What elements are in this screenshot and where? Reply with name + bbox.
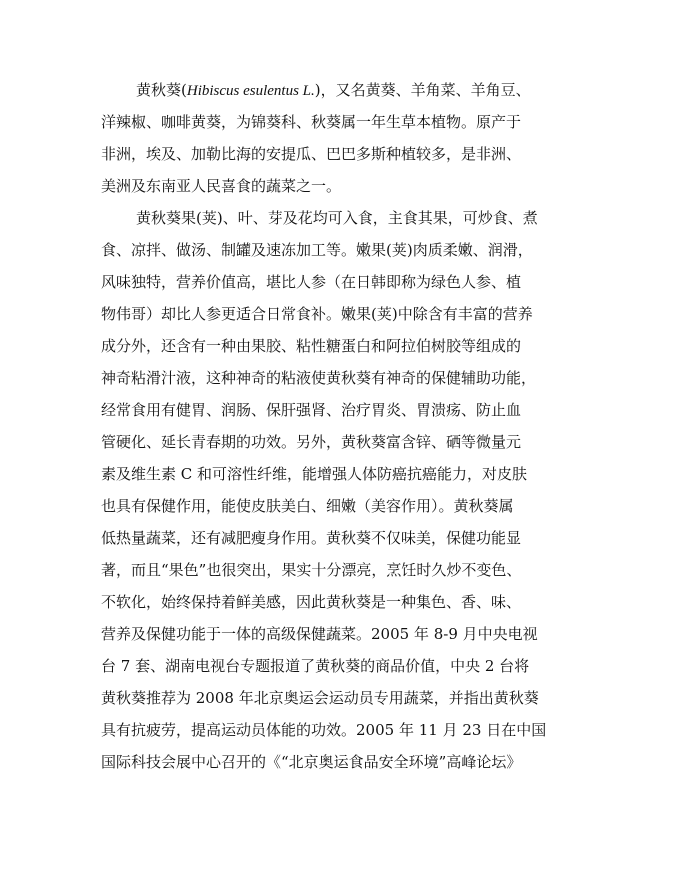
text-line: 洋辣椒、咖啡黄葵，为锦葵科、秋葵属一年生草本植物。原产于 bbox=[101, 113, 522, 131]
scientific-name: Hibiscus esulentus L. bbox=[186, 83, 315, 99]
text-line bbox=[136, 80, 531, 101]
text-line: 低热量蔬菜，还有减肥瘦身作用。黄秋葵不仅味美，保健功能显 bbox=[101, 529, 522, 547]
text-line: 非洲，埃及、加勒比海的安提瓜、巴巴多斯种植较多，是非洲、 bbox=[101, 145, 522, 163]
text-line: 美洲及东南亚人民喜食的蔬菜之一。 bbox=[101, 177, 342, 195]
text-line: 黄秋葵果(荚)、叶、芽及花均可入食，主食其果，可炒食、煮 bbox=[136, 209, 538, 227]
text-line: 食、凉拌、做汤、制罐及速冻加工等。嫩果(荚)肉质柔嫩、润滑， bbox=[101, 241, 533, 259]
text-line: 著，而且“果色”也很突出，果实十分漂亮，烹饪时久炒不变色、 bbox=[101, 561, 522, 579]
text-line: 不软化，始终保持着鲜美感，因此黄秋葵是一种集色、香、味、 bbox=[101, 593, 522, 611]
line-prefix: 黄秋葵( bbox=[136, 81, 187, 99]
text-line: 国际科技会展中心召开的《“北京奥运食品安全环境”高峰论坛》 bbox=[101, 753, 522, 771]
text-line: 素及维生素 C 和可溶性纤维，能增强人体防癌抗癌能力，对皮肤 bbox=[101, 465, 528, 483]
text-line: 物伟哥）却比人参更适合日常食补。嫩果(荚)中除含有丰富的营养 bbox=[101, 305, 533, 323]
text-line: 具有抗疲劳，提高运动员体能的功效。2005 年 11 月 23 日在中国 bbox=[101, 721, 547, 739]
text-line: 黄秋葵推荐为 2008 年北京奥运会运动员专用蔬菜，并指出黄秋葵 bbox=[101, 689, 539, 707]
text-line: 也具有保健作用，能使皮肤美白、细嫩（美容作用）。黄秋葵属 bbox=[101, 497, 514, 515]
text-line: 管硬化、延长青春期的功效。另外，黄秋葵富含锌、硒等微量元 bbox=[101, 433, 522, 451]
text-line: 台 7 套、湖南电视台专题报道了黄秋葵的商品价值，中央 2 台将 bbox=[101, 657, 530, 675]
text-line: 成分外，还含有一种由果胶、粘性糖蛋白和阿拉伯树胶等组成的 bbox=[101, 337, 522, 355]
text-line: 营养及保健功能于一体的高级保健蔬菜。2005 年 8-9 月中央电视 bbox=[101, 625, 538, 643]
text-line: 风味独特，营养价值高，堪比人参（在日韩即称为绿色人参、植 bbox=[101, 273, 522, 291]
line-suffix: )，又名黄葵、羊角菜、羊角豆、 bbox=[314, 81, 531, 99]
text-line: 神奇粘滑汁液，这种神奇的粘液使黄秋葵有神奇的保健辅助功能， bbox=[101, 369, 537, 387]
text-line: 经常食用有健胃、润肠、保肝强肾、治疗胃炎、胃溃疡、防止血 bbox=[101, 401, 522, 419]
